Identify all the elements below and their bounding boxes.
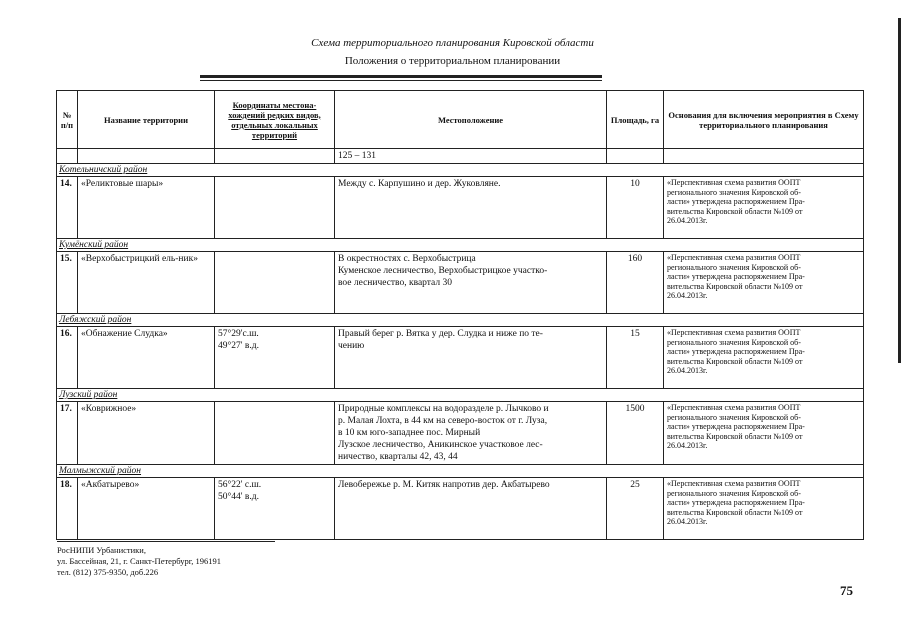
location — [335, 478, 607, 540]
basis — [664, 177, 864, 239]
footer-line: РосНИПИ Урбанистики, — [57, 545, 146, 555]
cell-line: вительства Кировской области №109 от — [667, 356, 803, 366]
cell-line: «Перспективная схема развития ООПТ — [667, 328, 801, 337]
page-number: 75 — [840, 583, 853, 598]
cell-line: Куменское лесничество, Верхобыстрицкое участко- — [338, 266, 548, 276]
footer-line: ул. Бассейная, 21, г. Санкт-Петербург, 196191 — [57, 556, 221, 566]
basis — [664, 478, 864, 540]
coordinates — [215, 177, 335, 239]
cell-line: ласти» утверждена распоряжением Пра- — [667, 347, 805, 356]
territory-name: «Обнажение Слудка» — [78, 327, 215, 389]
district-name: Лебяжский район — [57, 314, 864, 327]
cell-line: регионального значения Кировской об- — [667, 262, 801, 272]
cell-line: Между с. Карпушино и дер. Жуковляне. — [338, 179, 501, 189]
cell-line: регионального значения Кировской об- — [667, 488, 801, 498]
row-number: 18. — [57, 478, 78, 540]
basis — [664, 327, 864, 389]
col-header-name: Название территории — [78, 91, 215, 149]
cell-line: ничество, кварталы 42, 43, 44 — [338, 452, 458, 462]
footer-line: тел. (812) 375-9350, доб.226 — [57, 567, 159, 577]
cell-line: «Перспективная схема развития ООПТ — [667, 403, 801, 412]
territory-name: «Реликтовые шары» — [78, 177, 215, 239]
location — [335, 252, 607, 314]
col-header-area: Площадь, га — [607, 91, 664, 149]
cell-line: ласти» утверждена распоряжением Пра- — [667, 422, 805, 431]
cell-line: вительства Кировской области №109 от — [667, 281, 803, 291]
row-number: 17. — [57, 402, 78, 465]
cell-line: Левобережье р. М. Китяк напротив дер. Акбатырево — [338, 480, 550, 490]
cell-line: 50°44' в.д. — [218, 492, 259, 502]
cell-line: в 10 км юго-западнее пос. Мирный — [338, 428, 481, 438]
basis — [664, 252, 864, 314]
cell-line: ласти» утверждена распоряжением Пра- — [667, 197, 805, 206]
district-name: Малмыжский район — [57, 465, 864, 478]
row-number: 15. — [57, 252, 78, 314]
cell-line: регионального значения Кировской об- — [667, 337, 801, 347]
cell-line: Природные комплексы на водоразделе р. Лычково и — [338, 404, 549, 414]
district-row — [57, 164, 864, 177]
table-row — [57, 402, 864, 465]
district-name: Лузский район — [57, 389, 864, 402]
district-name: Кумёнский район — [57, 239, 864, 252]
cell-line: вительства Кировской области №109 от — [667, 507, 803, 517]
district-row — [57, 389, 864, 402]
footer-address — [57, 545, 221, 578]
continuation-pages: 125 – 131 — [335, 149, 607, 164]
table-header-row — [57, 91, 864, 149]
district-row — [57, 465, 864, 478]
scan-edge-bar — [898, 18, 901, 363]
table-row — [57, 478, 864, 540]
cell-line: Правый берег р. Вятка у дер. Слудка и ниже по те- — [338, 329, 543, 339]
district-row — [57, 314, 864, 327]
cell-line: р. Малая Лохта, в 44 км на северо-восток от г. Луза, — [338, 416, 548, 426]
coordinates — [215, 478, 335, 540]
cell-line: 26.04.2013г. — [667, 366, 708, 375]
cell-line: 26.04.2013г. — [667, 517, 708, 526]
row-number: 14. — [57, 177, 78, 239]
table-row — [57, 177, 864, 239]
cell-line: регионального значения Кировской об- — [667, 412, 801, 422]
coordinates — [215, 252, 335, 314]
cell-line: ласти» утверждена распоряжением Пра- — [667, 272, 805, 281]
header-rule-thin — [200, 80, 602, 81]
coordinates — [215, 402, 335, 465]
basis — [664, 402, 864, 465]
area: 10 — [607, 177, 664, 239]
territory-name: «Коврижное» — [78, 402, 215, 465]
col-header-num: № п/п — [57, 91, 78, 149]
area: 160 — [607, 252, 664, 314]
cell-line: ласти» утверждена распоряжением Пра- — [667, 498, 805, 507]
row-number: 16. — [57, 327, 78, 389]
cell-line: Лузское лесничество, Аникинское участковое лес- — [338, 440, 543, 450]
cell-line: вое лесничество, квартал 30 — [338, 278, 452, 288]
cell-line: «Перспективная схема развития ООПТ — [667, 479, 801, 488]
area: 25 — [607, 478, 664, 540]
location — [335, 177, 607, 239]
table-row — [57, 327, 864, 389]
cell-line: 26.04.2013г. — [667, 441, 708, 450]
table-row — [57, 252, 864, 314]
document-subtitle: Положения о территориальном планировании — [344, 55, 561, 67]
coordinates — [215, 327, 335, 389]
cell-line: 56°22' с.ш. — [218, 480, 262, 490]
cell-line: вительства Кировской области №109 от — [667, 206, 803, 216]
territories-table — [56, 90, 864, 540]
cell-line: «Перспективная схема развития ООПТ — [667, 253, 801, 262]
cell-line: 26.04.2013г. — [667, 216, 708, 225]
area: 15 — [607, 327, 664, 389]
col-header-basis: Основания для включения мероприятия в Схему территориального планирования — [664, 91, 864, 149]
cell-line: вительства Кировской области №109 от — [667, 431, 803, 441]
territory-name: «Акбатырево» — [78, 478, 215, 540]
cell-line: «Перспективная схема развития ООПТ — [667, 178, 801, 187]
cell-line: 49°27' в.д. — [218, 341, 259, 351]
cell-line: 57°29'с.ш. — [218, 329, 259, 339]
cell-line: В окрестностях с. Верхобыстрица — [338, 254, 476, 264]
location — [335, 402, 607, 465]
footer-rule — [57, 541, 275, 542]
cell-line: регионального значения Кировской об- — [667, 187, 801, 197]
continuation-row — [57, 149, 864, 164]
document-title: Схема территориального планирования Кировской области — [311, 37, 594, 49]
cell-line: 26.04.2013г. — [667, 291, 708, 300]
cell-line: чению — [338, 341, 365, 351]
col-header-coords: Координаты местона-хождений редких видов, отдельных локальных территорий — [215, 91, 335, 149]
district-name: Котельничский район — [57, 164, 864, 177]
header-rule-thick — [200, 75, 602, 78]
territory-name: «Верхобыстрицкий ель-ник» — [78, 252, 215, 314]
area: 1500 — [607, 402, 664, 465]
district-row — [57, 239, 864, 252]
location — [335, 327, 607, 389]
col-header-location: Местоположение — [335, 91, 607, 149]
